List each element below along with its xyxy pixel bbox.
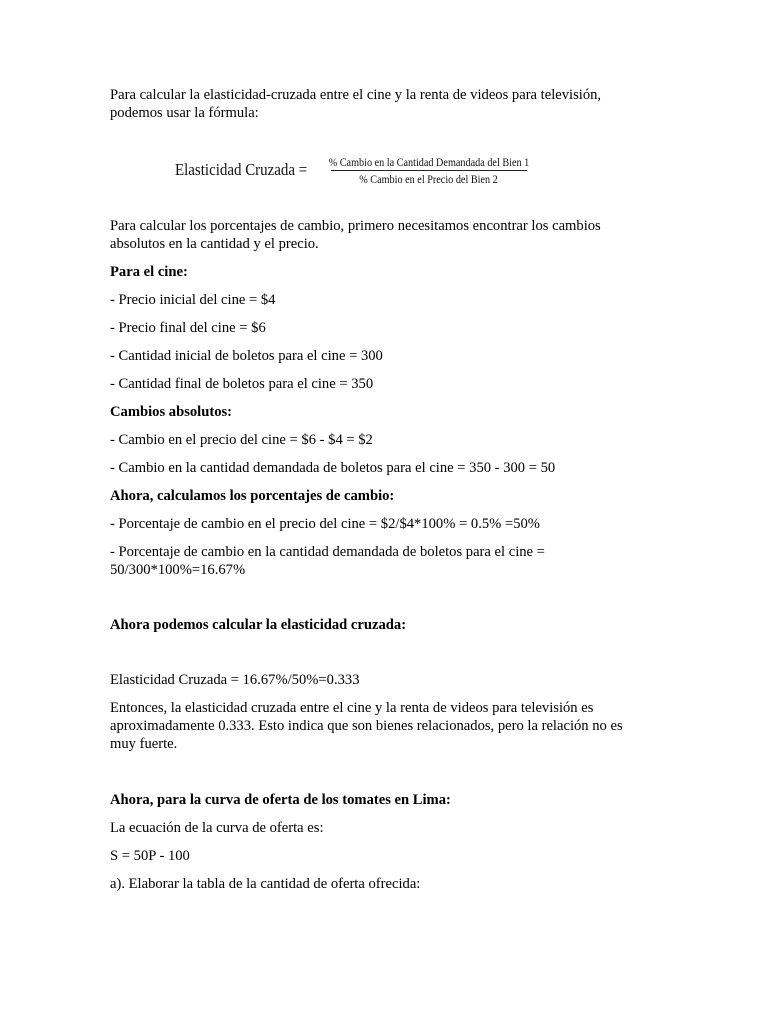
- porcentajes-heading: Ahora, calculamos los porcentajes de cambio:: [110, 488, 395, 504]
- formula-fraction: [311, 155, 547, 186]
- porcentaje-cantidad-item: [110, 543, 660, 579]
- cine-heading: Para el cine:: [110, 264, 188, 280]
- cine-item-precio-final: - Precio final del cine = $6: [110, 320, 266, 336]
- formula-denominator: % Cambio en el Precio del Bien 2: [359, 171, 499, 186]
- porcentaje-cantidad-line-2: 50/300*100%=16.67%: [110, 562, 246, 578]
- method-line-1: Para calcular los porcentajes de cambio, primero necesitamos encontrar los cambios: [110, 218, 601, 234]
- conclusion-line-2: aproximadamente 0.333. Esto indica que son bienes relacionados, pero la relación no es: [110, 718, 623, 734]
- task-a: a). Elaborar la tabla de la cantidad de oferta ofrecida:: [110, 876, 421, 892]
- cross-elasticity-formula: [175, 150, 530, 190]
- method-paragraph: [110, 217, 660, 253]
- intro-paragraph: [110, 86, 660, 122]
- cine-item-cantidad-final: - Cantidad final de boletos para el cine = 350: [110, 376, 374, 392]
- oferta-intro: La ecuación de la curva de oferta es:: [110, 820, 324, 836]
- elasticidad-heading: Ahora podemos calcular la elasticidad cruzada:: [110, 617, 407, 633]
- porcentaje-cantidad-line-1: - Porcentaje de cambio en la cantidad demandada de boletos para el cine =: [110, 544, 545, 560]
- cambio-precio-item: - Cambio en el precio del cine = $6 - $4 = $2: [110, 432, 373, 448]
- formula-numerator: % Cambio en la Cantidad Demandada del Bien 1: [328, 154, 530, 169]
- method-line-2: absolutos en la cantidad y el precio.: [110, 236, 319, 252]
- cine-item-cantidad-inicial: - Cantidad inicial de boletos para el cine = 300: [110, 348, 383, 364]
- conclusion-line-3: muy fuerte.: [110, 736, 178, 752]
- porcentaje-precio-item: - Porcentaje de cambio en el precio del cine = $2/$4*100% = 0.5% =50%: [110, 516, 540, 532]
- oferta-equation: S = 50P - 100: [110, 848, 190, 864]
- intro-line-1: Para calcular la elasticidad-cruzada entre el cine y la renta de videos para televisión,: [110, 87, 602, 103]
- intro-line-2: podemos usar la fórmula:: [110, 105, 259, 121]
- elasticidad-result: Elasticidad Cruzada = 16.67%/50%=0.333: [110, 672, 360, 688]
- conclusion-paragraph: [110, 699, 660, 753]
- conclusion-line-1: Entonces, la elasticidad cruzada entre el cine y la renta de videos para televisión es: [110, 700, 594, 716]
- cambio-cantidad-item: - Cambio en la cantidad demandada de boletos para el cine = 350 - 300 = 50: [110, 460, 556, 476]
- fraction-bar: [331, 170, 527, 171]
- tomates-heading: Ahora, para la curva de oferta de los tomates en Lima:: [110, 792, 451, 808]
- formula-lhs: Elasticidad Cruzada =: [175, 160, 308, 179]
- cambios-heading: Cambios absolutos:: [110, 404, 233, 420]
- cine-item-precio-inicial: - Precio inicial del cine = $4: [110, 292, 276, 308]
